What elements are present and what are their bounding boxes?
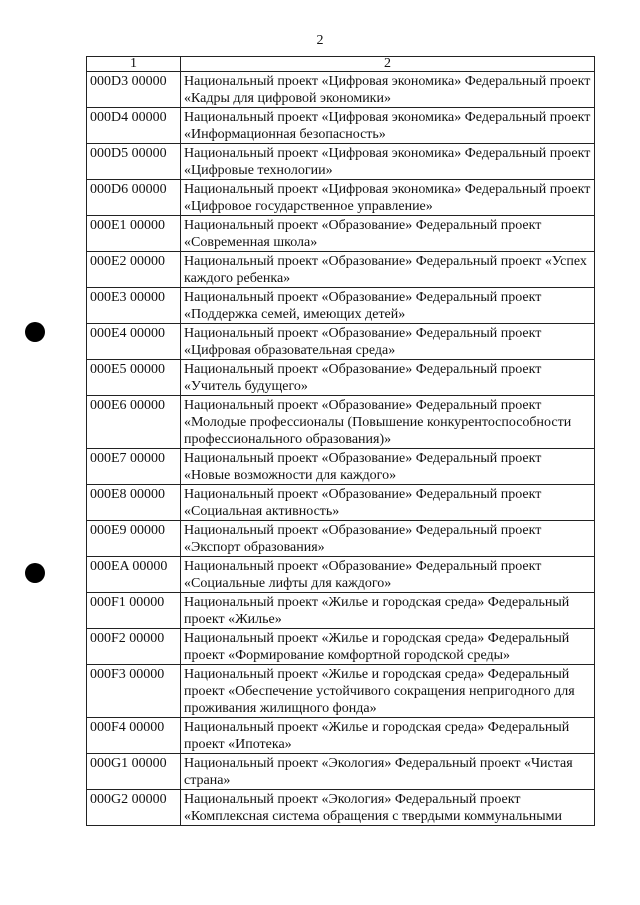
table-row xyxy=(87,360,595,396)
table-row xyxy=(87,252,595,288)
table-row xyxy=(87,72,595,108)
budget-code-table xyxy=(86,56,595,826)
table-row xyxy=(87,718,595,754)
row-description: Национальный проект «Жилье и городская среда» Федеральный проект «Жилье» xyxy=(181,593,595,629)
table-row xyxy=(87,521,595,557)
column-header-1: 1 xyxy=(87,57,181,72)
row-description: Национальный проект «Экология» Федеральный проект «Чистая страна» xyxy=(181,754,595,790)
row-description: Национальный проект «Жилье и городская среда» Федеральный проект «Формирование комфортной городской среды» xyxy=(181,629,595,665)
row-code: 000F4 00000 xyxy=(87,718,181,754)
table-row xyxy=(87,754,595,790)
row-code: 000E6 00000 xyxy=(87,396,181,449)
row-code: 000F2 00000 xyxy=(87,629,181,665)
row-code: 000D5 00000 xyxy=(87,144,181,180)
row-code: 000E4 00000 xyxy=(87,324,181,360)
page-number: 2 xyxy=(316,33,324,48)
row-description: Национальный проект «Образование» Федеральный проект «Цифровая образовательная среда» xyxy=(181,324,595,360)
table-row xyxy=(87,144,595,180)
table-row xyxy=(87,665,595,718)
row-description: Национальный проект «Образование» Федеральный проект «Экспорт образования» xyxy=(181,521,595,557)
row-description: Национальный проект «Экология» Федеральный проект «Комплексная система обращения с твердыми коммунальными xyxy=(181,790,595,826)
row-code: 000D4 00000 xyxy=(87,108,181,144)
row-description: Национальный проект «Образование» Федеральный проект «Социальная активность» xyxy=(181,485,595,521)
punch-hole-mark xyxy=(25,563,45,583)
row-code: 000E2 00000 xyxy=(87,252,181,288)
table-row xyxy=(87,629,595,665)
table-row xyxy=(87,324,595,360)
punch-hole-mark xyxy=(25,322,45,342)
row-code: 000F1 00000 xyxy=(87,593,181,629)
row-description: Национальный проект «Образование» Федеральный проект «Молодые профессионалы (Повышение конкурентоспособности профессионального образования)» xyxy=(181,396,595,449)
row-code: 000E9 00000 xyxy=(87,521,181,557)
row-description: Национальный проект «Жилье и городская среда» Федеральный проект «Ипотека» xyxy=(181,718,595,754)
row-description: Национальный проект «Образование» Федеральный проект «Социальные лифты для каждого» xyxy=(181,557,595,593)
table-row xyxy=(87,288,595,324)
row-code: 000F3 00000 xyxy=(87,665,181,718)
row-code: 000E5 00000 xyxy=(87,360,181,396)
table-row xyxy=(87,396,595,449)
row-code: 000G2 00000 xyxy=(87,790,181,826)
row-code: 000E7 00000 xyxy=(87,449,181,485)
table-row xyxy=(87,108,595,144)
row-description: Национальный проект «Образование» Федеральный проект «Новые возможности для каждого» xyxy=(181,449,595,485)
table-row xyxy=(87,449,595,485)
row-description: Национальный проект «Образование» Федеральный проект «Успех каждого ребенка» xyxy=(181,252,595,288)
table-row xyxy=(87,790,595,826)
table-row xyxy=(87,557,595,593)
row-description: Национальный проект «Образование» Федеральный проект «Современная школа» xyxy=(181,216,595,252)
row-description: Национальный проект «Образование» Федеральный проект «Учитель будущего» xyxy=(181,360,595,396)
row-description: Национальный проект «Цифровая экономика» Федеральный проект «Цифровые технологии» xyxy=(181,144,595,180)
table-header-row xyxy=(87,57,595,72)
row-code: 000EA 00000 xyxy=(87,557,181,593)
table-row xyxy=(87,180,595,216)
row-code: 000D3 00000 xyxy=(87,72,181,108)
row-code: 000E3 00000 xyxy=(87,288,181,324)
row-description: Национальный проект «Цифровая экономика» Федеральный проект «Информационная безопасность» xyxy=(181,108,595,144)
row-description: Национальный проект «Образование» Федеральный проект «Поддержка семей, имеющих детей» xyxy=(181,288,595,324)
table-row xyxy=(87,485,595,521)
row-description: Национальный проект «Цифровая экономика» Федеральный проект «Кадры для цифровой экономики» xyxy=(181,72,595,108)
row-code: 000E1 00000 xyxy=(87,216,181,252)
table-row xyxy=(87,593,595,629)
row-code: 000D6 00000 xyxy=(87,180,181,216)
row-code: 000G1 00000 xyxy=(87,754,181,790)
column-header-2: 2 xyxy=(181,57,595,72)
row-description: Национальный проект «Жилье и городская среда» Федеральный проект «Обеспечение устойчивого сокращения непригодного для проживания жилищного фонда» xyxy=(181,665,595,718)
row-code: 000E8 00000 xyxy=(87,485,181,521)
row-description: Национальный проект «Цифровая экономика» Федеральный проект «Цифровое государственное управление» xyxy=(181,180,595,216)
table-row xyxy=(87,216,595,252)
